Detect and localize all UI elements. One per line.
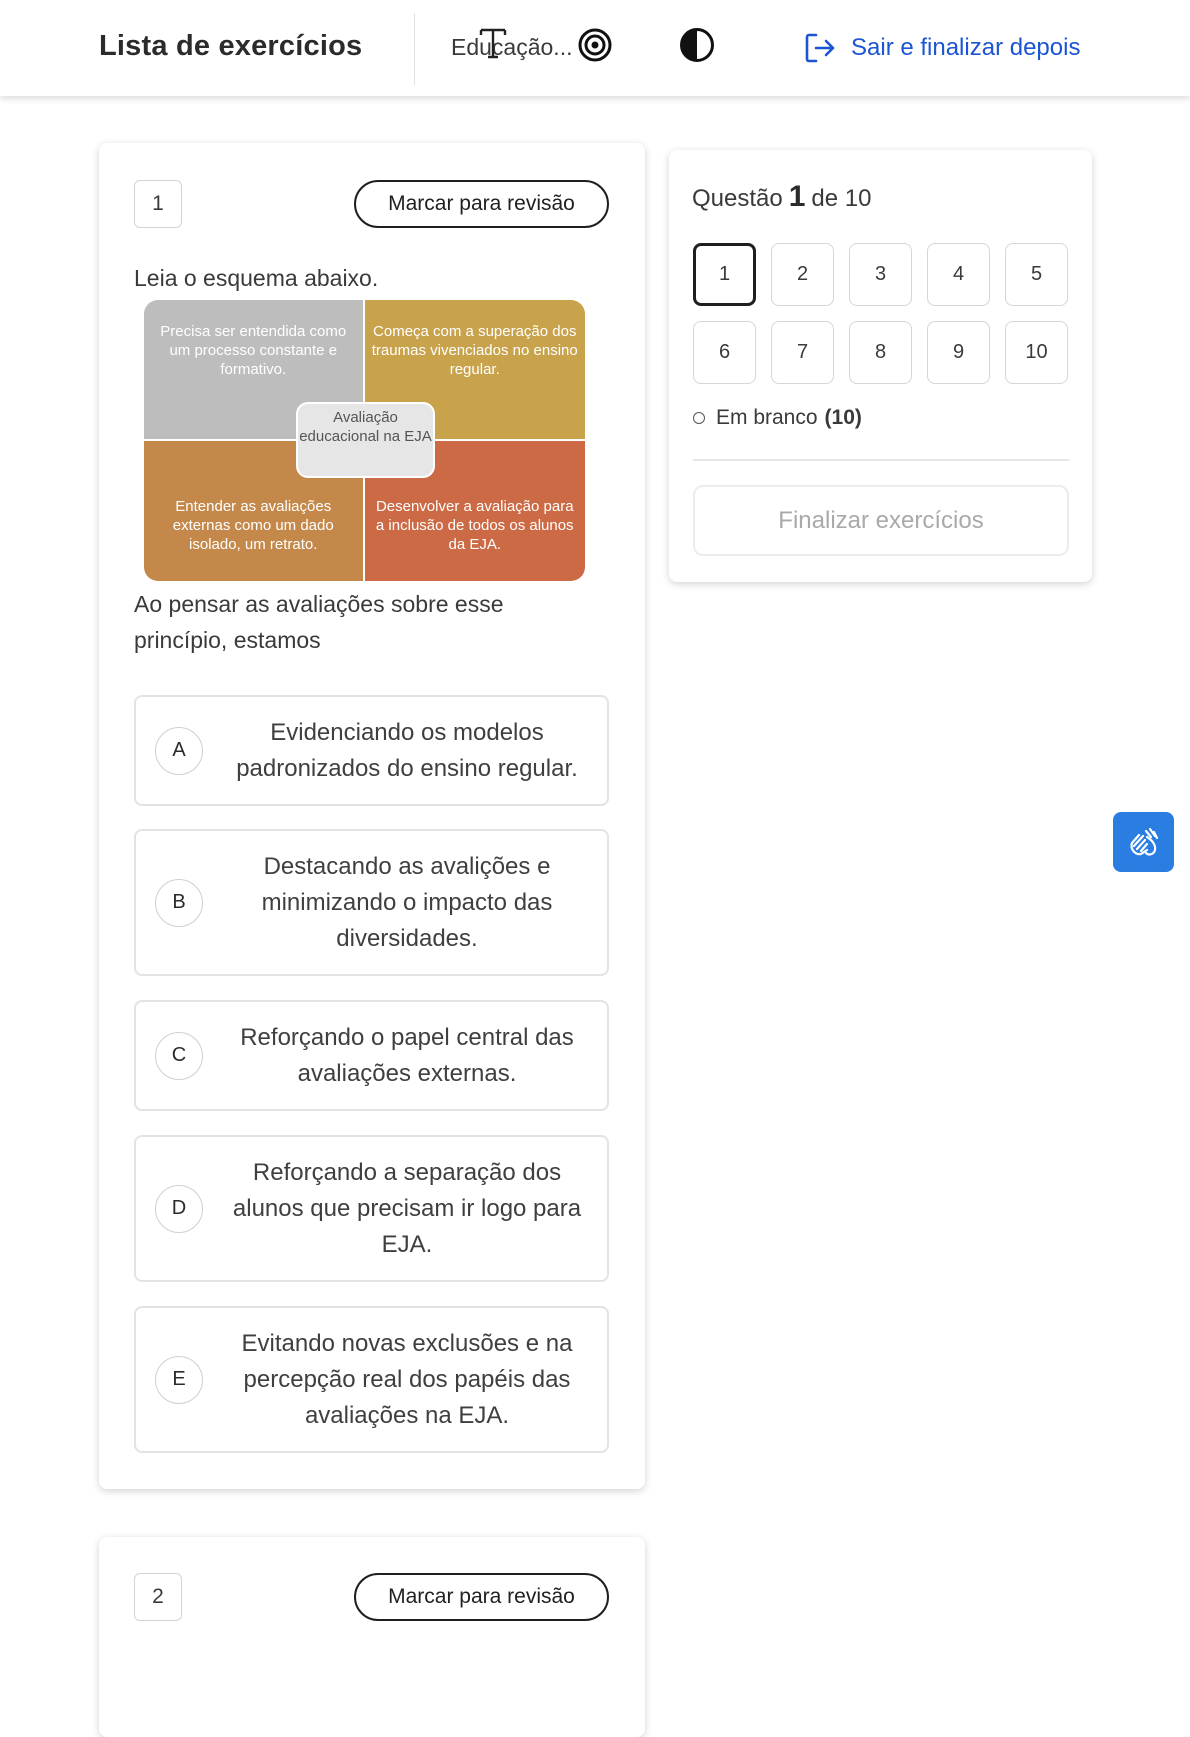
navigator-prefix: Questão	[692, 185, 783, 212]
question-nav-button[interactable]: 10	[1005, 321, 1068, 384]
question-text: Ao pensar as avaliações sobre esse princípio, estamos	[134, 591, 504, 653]
option-b[interactable]	[134, 829, 609, 976]
finish-exercises-button[interactable]: Finalizar exercícios	[693, 485, 1069, 556]
question-card-2	[99, 1537, 645, 1737]
navigator-title	[692, 180, 871, 214]
exit-and-finish-later-link[interactable]	[803, 30, 1080, 66]
option-letter: D	[155, 1185, 203, 1233]
option-c[interactable]	[134, 1000, 609, 1111]
question-nav-button[interactable]: 6	[693, 321, 756, 384]
question-nav-button[interactable]: 7	[771, 321, 834, 384]
navigator-current: 1	[788, 180, 806, 213]
scheme-quadrant-top-left: Precisa ser entendida como um processo constante e formativo.	[144, 300, 365, 441]
exit-link-label: Sair e finalizar depois	[851, 34, 1081, 61]
question-number-badge: 1	[134, 180, 182, 228]
navigator-suffix: de 10	[811, 185, 872, 212]
scheme-diagram-image	[144, 300, 585, 581]
option-text: Evitando novas exclusões e na percepção real dos papéis das avaliações na EJA.	[241, 1329, 573, 1429]
question-nav-button[interactable]: 1	[693, 243, 756, 306]
sign-language-icon	[1125, 823, 1163, 861]
option-e[interactable]	[134, 1306, 609, 1453]
option-text: Evidenciando os modelos padronizados do ensino regular.	[236, 718, 578, 782]
question-nav-button[interactable]: 9	[927, 321, 990, 384]
option-letter: B	[155, 879, 203, 927]
question-nav-button[interactable]: 4	[927, 243, 990, 306]
question-grid	[693, 243, 1069, 384]
sign-language-button[interactable]	[1113, 812, 1174, 872]
question-nav-button[interactable]: 2	[771, 243, 834, 306]
target-icon[interactable]	[578, 28, 612, 62]
blank-dot-icon	[693, 412, 705, 424]
scheme-quadrant-top-right: Começa com a superação dos traumas vivenciados no ensino regular.	[365, 300, 586, 441]
option-text: Destacando as avalições e minimizando o impacto das diversidades.	[261, 852, 553, 952]
page-title: Lista de exercícios	[99, 30, 363, 62]
question-nav-button[interactable]: 8	[849, 321, 912, 384]
scheme-quadrant-bottom-right: Desenvolver a avaliação para a inclusão de todos os alunos da EJA.	[365, 441, 586, 582]
font-size-icon[interactable]	[478, 26, 508, 60]
option-a[interactable]	[134, 695, 609, 806]
question-nav-button[interactable]: 5	[1005, 243, 1068, 306]
option-text: Reforçando a separação dos alunos que precisam ir logo para EJA.	[232, 1158, 582, 1258]
navigator-divider	[693, 459, 1069, 461]
option-text: Reforçando o papel central das avaliações externas.	[240, 1023, 574, 1087]
logout-icon	[803, 31, 837, 65]
header-divider	[414, 13, 415, 85]
option-d[interactable]	[134, 1135, 609, 1282]
contrast-icon[interactable]	[679, 27, 715, 63]
mark-for-review-button[interactable]: Marcar para revisão	[354, 1573, 609, 1621]
option-letter: A	[155, 727, 203, 775]
blank-count: (10)	[824, 406, 862, 429]
scheme-center-label: Avaliação educacional na EJA	[298, 404, 433, 476]
scheme-quadrant-bottom-left: Entender as avaliações externas como um dado isolado, um retrato.	[144, 441, 365, 582]
question-nav-button[interactable]: 3	[849, 243, 912, 306]
top-header	[0, 0, 1190, 96]
question-navigator	[669, 150, 1092, 582]
option-letter: C	[155, 1032, 203, 1080]
blank-label: Em branco	[716, 406, 818, 429]
mark-for-review-button[interactable]: Marcar para revisão	[354, 180, 609, 228]
question-number-badge: 2	[134, 1573, 182, 1621]
course-name: Educação...	[451, 34, 573, 60]
question-intro: Leia o esquema abaixo.	[134, 265, 379, 291]
option-letter: E	[155, 1356, 203, 1404]
blank-legend	[693, 406, 862, 430]
question-card-1	[99, 143, 645, 1489]
